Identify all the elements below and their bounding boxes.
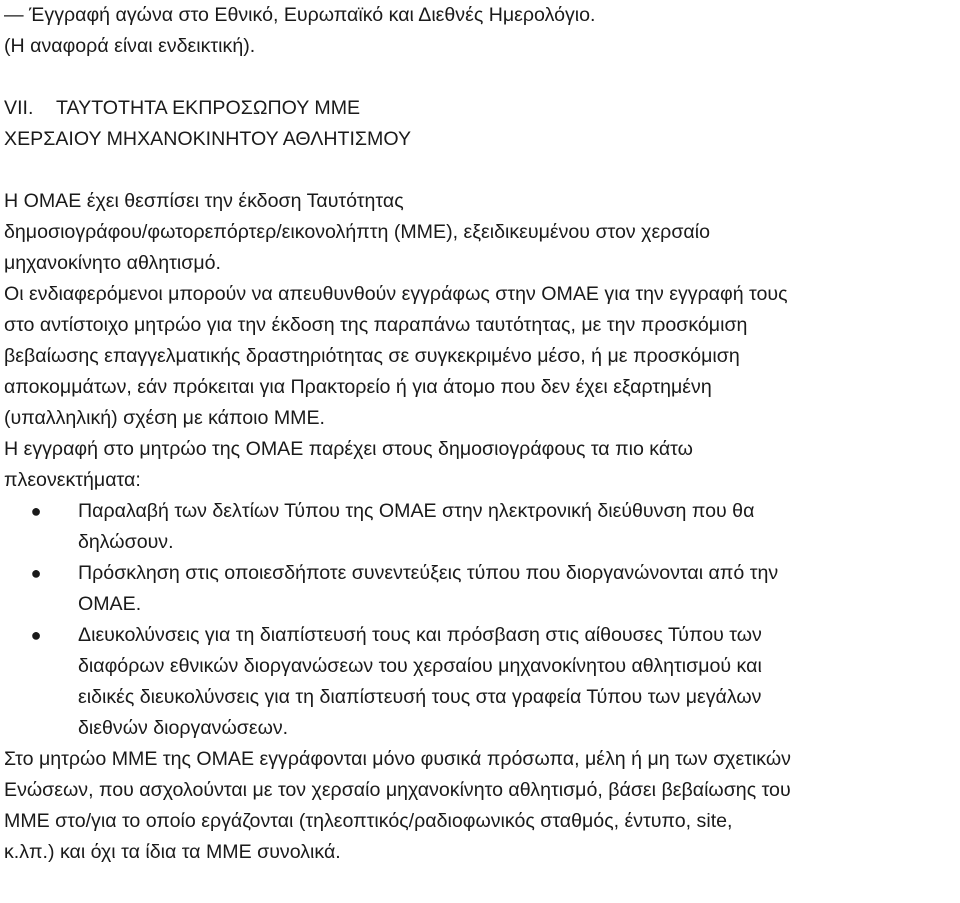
bullet-icon: ● [30, 625, 42, 645]
list-item [4, 620, 954, 744]
registration-paragraph [4, 279, 954, 434]
top-line-2: (Η αναφορά είναι ενδεικτική). [4, 35, 256, 57]
paragraph-line: αποκομμάτων, εάν πρόκειται για Πρακτορείο ή για άτομο που δεν έχει εξαρτημένη [4, 376, 712, 398]
benefits-intro-line: Η εγγραφή στο μητρώο της ΟΜΑΕ παρέχει στους δημοσιογράφους τα πιο κάτω [4, 438, 693, 460]
section-title-line-1: ΤΑΥΤΟΤΗΤΑ ΕΚΠΡΟΣΩΠΟΥ ΜΜΕ [56, 97, 361, 119]
list-item-line: ειδικές διευκολύνσεις για τη διαπίστευσή τους στα γραφεία Τύπου των μεγάλων [78, 686, 762, 708]
closing-line: Στο μητρώο ΜΜΕ της ΟΜΑΕ εγγράφονται μόνο φυσικά πρόσωπα, μέλη ή μη των σχετικών [4, 748, 791, 770]
paragraph-line: βεβαίωσης επαγγελματικής δραστηριότητας σε συγκεκριμένο μέσο, ή με προσκόμιση [4, 345, 740, 367]
section-number: VII. [4, 97, 34, 119]
section-heading [4, 93, 954, 124]
section-title-line-2: ΧΕΡΣΑΙΟΥ ΜΗΧΑΝΟΚΙΝΗΤΟΥ ΑΘΛΗΤΙΣΜΟΥ [4, 128, 412, 150]
list-item-line: Διευκολύνσεις για τη διαπίστευσή τους και πρόσβαση στις αίθουσες Τύπου των [78, 624, 762, 646]
bullet-icon: ● [30, 501, 42, 521]
closing-line: κ.λπ.) και όχι τα ίδια τα ΜΜΕ συνολικά. [4, 841, 341, 863]
list-item-line: Πρόσκληση στις οποιεσδήποτε συνεντεύξεις τύπου που διοργανώνονται από την [78, 562, 779, 584]
list-item-line: διεθνών διοργανώσεων. [78, 717, 289, 739]
paragraph-line: στο αντίστοιχο μητρώο για την έκδοση της παραπάνω ταυτότητας, με την προσκόμιση [4, 314, 748, 336]
list-item-line: διαφόρων εθνικών διοργανώσεων του χερσαίου μηχανοκίνητου αθλητισμού και [78, 655, 762, 677]
top-line-1: — Έγγραφή αγώνα στο Εθνικό, Ευρωπαϊκό και Διεθνές Ημερολόγιο. [4, 4, 596, 26]
list-item [4, 558, 954, 620]
intro-paragraph [4, 186, 954, 279]
paragraph-line: (υπαλληλική) σχέση με κάποιο ΜΜΕ. [4, 407, 326, 429]
list-item-line: ΟΜΑΕ. [78, 593, 142, 615]
list-item-line: δηλώσουν. [78, 531, 174, 553]
closing-line: ΜΜΕ στο/για το οποίο εργάζονται (τηλεοπτικός/ραδιοφωνικός σταθμός, έντυπο, site, [4, 810, 733, 832]
list-item-line: Παραλαβή των δελτίων Τύπου της ΟΜΑΕ στην ηλεκτρονική διεύθυνση που θα [78, 500, 755, 522]
intro-line: δημοσιογράφου/φωτορεπόρτερ/εικονολήπτη (ΜΜΕ), εξειδικευμένου στον χερσαίο [4, 221, 710, 243]
intro-line: Η ΟΜΑΕ έχει θεσπίσει την έκδοση Ταυτότητας [4, 190, 404, 212]
closing-paragraph [4, 744, 954, 868]
document-page [4, 0, 954, 868]
closing-line: Ενώσεων, που ασχολούνται με τον χερσαίο μηχανοκίνητο αθλητισμό, βάσει βεβαίωσης του [4, 779, 791, 801]
benefits-intro-line: πλεονεκτήματα: [4, 469, 141, 491]
benefits-list [4, 496, 954, 744]
spacer [4, 62, 954, 93]
list-item [4, 496, 954, 558]
intro-line: μηχανοκίνητο αθλητισμό. [4, 252, 221, 274]
bullet-icon: ● [30, 563, 42, 583]
paragraph-line: Οι ενδιαφερόμενοι μπορούν να απευθυνθούν εγγράφως στην ΟΜΑΕ για την εγγραφή τους [4, 283, 788, 305]
benefits-intro [4, 434, 954, 496]
spacer [4, 155, 954, 186]
